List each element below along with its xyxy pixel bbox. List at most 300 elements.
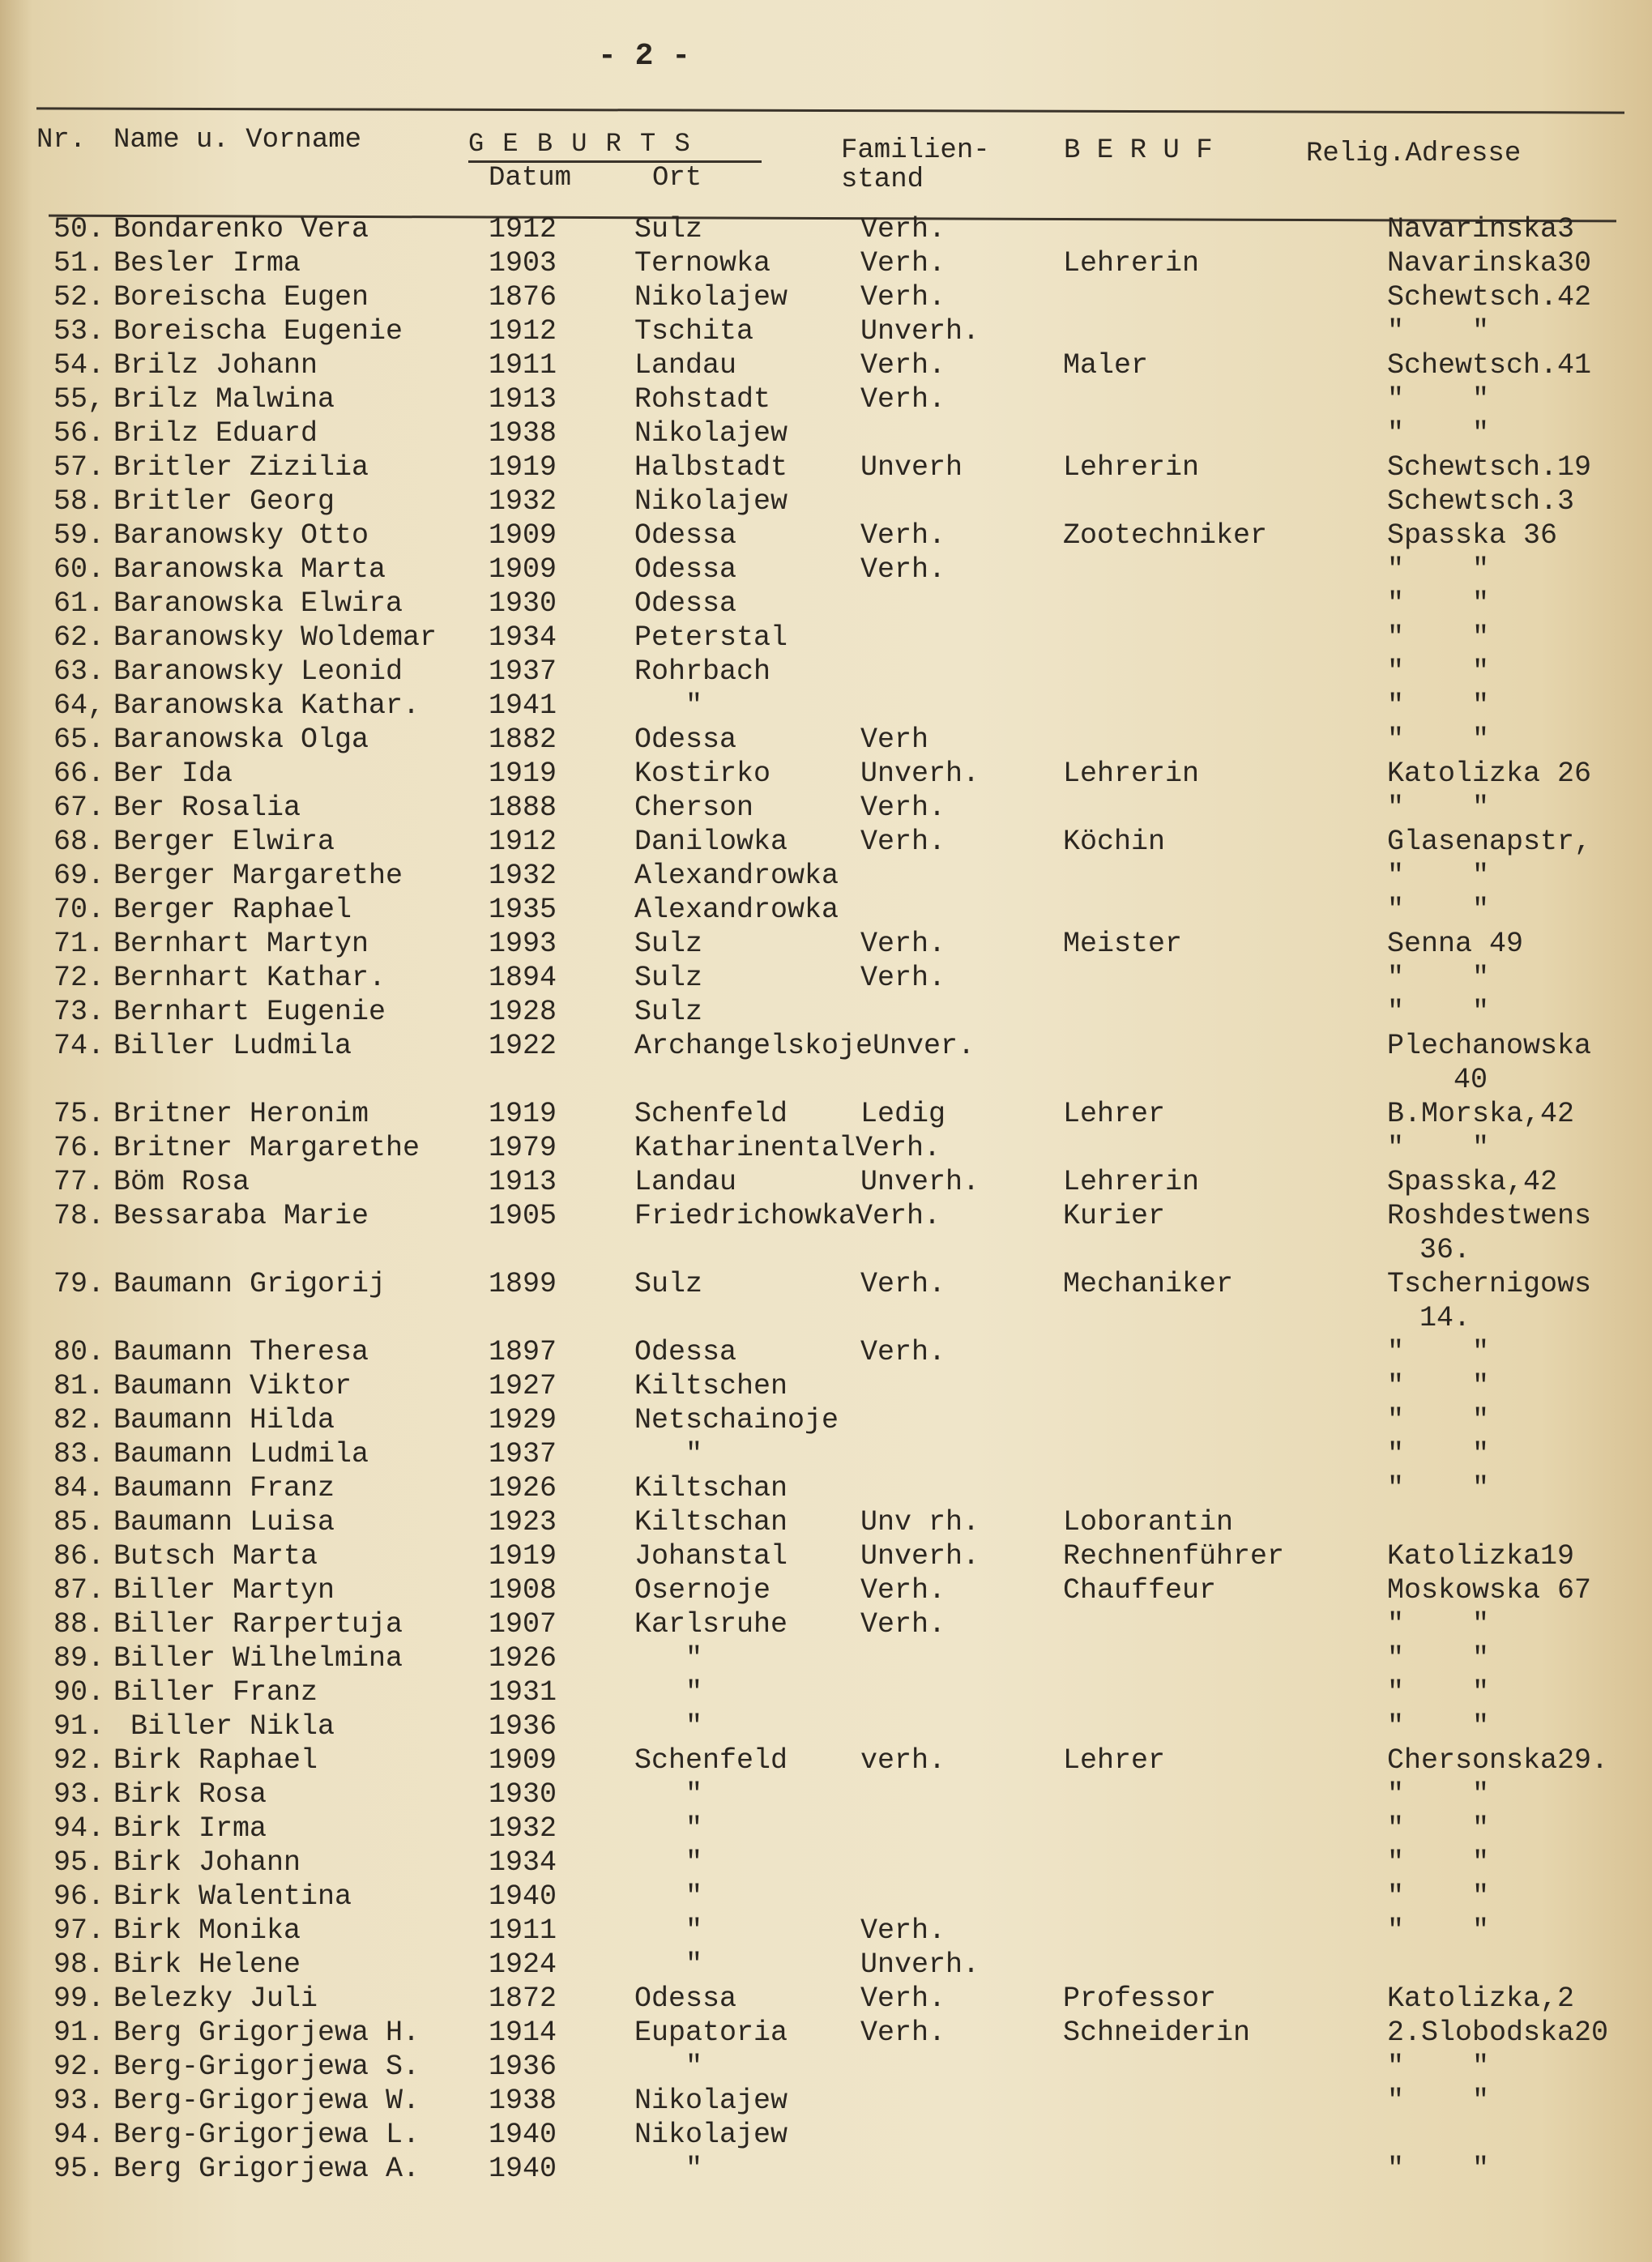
cell-nr: 72. [53,962,105,994]
cell-name: Baumann Hilda [113,1404,335,1436]
cell-stand: Verh. [860,1914,946,1947]
cell-ort: Alexandrowka [634,860,839,892]
cell-adresse: Katolizka19 [1387,1540,1575,1573]
cell-datum: 1935 [489,894,557,926]
cell-datum: 1912 [489,213,557,245]
table-row [0,655,1652,689]
cell-ort: Rohrbach [634,655,771,688]
cell-adresse: " " [1387,1404,1490,1436]
header-familienstand: Familien- stand [841,135,990,195]
cell-ort: Alexandrowka [634,894,839,926]
cell-ort: Tschita [634,315,754,348]
table-row [0,2084,1652,2118]
cell-adresse: Navarinska3 [1387,213,1575,245]
cell-nr: 69. [53,860,105,892]
cell-ort: ArchangelskojeUnver. [634,1030,975,1062]
table-row [0,893,1652,927]
table-row [0,791,1652,825]
cell-name: Biller Franz [113,1676,318,1709]
cell-nr: 91. [53,1710,105,1743]
cell-datum: 1913 [489,383,557,416]
table-row [0,1403,1652,1437]
cell-ort: Kostirko [634,758,771,790]
cell-datum: 1928 [489,996,557,1028]
cell-beruf: Lehrer [1063,1098,1166,1130]
cell-ort: " [634,1676,703,1709]
cell-nr: 78. [53,1200,105,1232]
cell-ort: Schenfeld [634,1098,788,1130]
cell-datum: 1932 [489,485,557,518]
cell-name: Böm Rosa [113,1166,250,1198]
cell-ort: Nikolajew [634,417,788,450]
cell-name: Britler Georg [113,485,335,518]
cell-name: Brilz Malwina [113,383,335,416]
cell-nr: 62. [53,621,105,654]
cell-nr: 65. [53,723,105,756]
cell-name: Baumann Ludmila [113,1438,369,1470]
cell-datum: 1937 [489,655,557,688]
cell-ort: " [634,1880,703,1913]
cell-beruf: Professor [1063,1982,1217,2015]
cell-name: Baranowsky Leonid [113,655,403,688]
cell-nr: 88. [53,1608,105,1641]
cell-ort: Odessa [634,1982,737,2015]
cell-nr: 93. [53,1778,105,1811]
cell-datum: 1940 [489,2119,557,2151]
cell-beruf: Rechnenführer [1063,1540,1285,1573]
cell-datum: 1941 [489,689,557,722]
table-row [0,1131,1652,1165]
cell-name: Baumann Theresa [113,1336,369,1368]
cell-name: Biller Wilhelmina [113,1642,403,1675]
cell-name: Birk Monika [113,1914,301,1947]
table-row [0,1573,1652,1607]
cell-name: Baumann Franz [113,1472,335,1504]
cell-adresse: Spasska 36 [1387,519,1558,552]
cell-ort: Odessa [634,587,737,620]
cell-adresse: Chersonska29. [1387,1744,1609,1777]
cell-nr: 76. [53,1132,105,1164]
cell-name: Berg-Grigorjewa W. [113,2085,420,2117]
cell-ort: Landau [634,349,737,382]
cell-name: Berger Elwira [113,826,335,858]
cell-adresse: Schewtsch.3 [1387,485,1575,518]
table-row [0,416,1652,450]
table-row [0,280,1652,314]
cell-datum: 1899 [489,1268,557,1300]
cell-ort: " [634,1846,703,1879]
table-row [0,348,1652,382]
cell-nr: 56. [53,417,105,450]
table-row [0,246,1652,280]
cell-datum: 1907 [489,1608,557,1641]
cell-stand: Verh. [860,349,946,382]
cell-name: Boreischa Eugen [113,281,369,314]
cell-nr: 83. [53,1438,105,1470]
cell-adresse: " " [1387,996,1490,1028]
cell-ort: Peterstal [634,621,788,654]
cell-datum: 1919 [489,758,557,790]
cell-name: Baranowsky Otto [113,519,369,552]
cell-name: Baumann Luisa [113,1506,335,1539]
cell-name: Birk Irma [113,1812,267,1845]
cell-name: Baumann Viktor [113,1370,352,1402]
table-row [0,450,1652,484]
cell-nr: 85. [53,1506,105,1539]
cell-datum: 1882 [489,723,557,756]
cell-name: Baranowska Kathar. [113,689,420,722]
cell-nr: 51. [53,247,105,280]
cell-adresse: " " [1387,1472,1490,1504]
cell-name: Brilz Johann [113,349,318,382]
cell-nr: 89. [53,1642,105,1675]
cell-ort: Sulz [634,928,703,960]
cell-datum: 1908 [489,1574,557,1607]
cell-ort: Sulz [634,1268,703,1300]
cell-nr: 82. [53,1404,105,1436]
table-row [0,2016,1652,2050]
cell-datum: 1927 [489,1370,557,1402]
cell-stand: Verh. [860,1268,946,1300]
cell-datum: 1932 [489,860,557,892]
cell-ort: " [634,2153,703,2185]
cell-ort: Osernoje [634,1574,771,1607]
cell-adresse: " " [1387,383,1490,416]
cell-nr: 79. [53,1268,105,1300]
table-row [0,995,1652,1029]
cell-adresse: " " [1387,1710,1490,1743]
cell-adresse: 2.Slobodska20 [1387,2017,1609,2049]
cell-name: Baranowsky Woldemar [113,621,438,654]
cell-datum: 1934 [489,1846,557,1879]
table-row [0,961,1652,995]
cell-nr: 95. [53,1846,105,1879]
cell-adresse: B.Morska,42 [1387,1098,1575,1130]
cell-adresse: Katolizka,2 [1387,1982,1575,2015]
table-row [0,2118,1652,2152]
cell-ort: " [634,1948,703,1981]
cell-datum: 1993 [489,928,557,960]
table-row [0,1914,1652,1948]
cell-datum: 1940 [489,1880,557,1913]
cell-adresse: " " [1387,792,1490,824]
cell-name: Brilz Eduard [113,417,318,450]
cell-nr: 59. [53,519,105,552]
cell-adresse: " " [1387,655,1490,688]
cell-nr: 99. [53,1982,105,2015]
table-row [0,2152,1652,2186]
cell-ort: Kiltschan [634,1506,788,1539]
cell-adresse: " " [1387,1846,1490,1879]
cell-name: Berger Raphael [113,894,352,926]
cell-ort: Nikolajew [634,2085,788,2117]
cell-datum: 1938 [489,417,557,450]
table-row [0,927,1652,961]
cell-stand: Verh. [860,247,946,280]
cell-name: Baranowska Elwira [113,587,403,620]
cell-datum: 1913 [489,1166,557,1198]
cell-nr: 97. [53,1914,105,1947]
cell-nr: 94. [53,1812,105,1845]
cell-stand: Verh. [860,1336,946,1368]
cell-datum: 1914 [489,2017,557,2049]
cell-nr: 80. [53,1336,105,1368]
table-row [0,723,1652,757]
cell-name: Butsch Marta [113,1540,318,1573]
cell-nr: 50. [53,213,105,245]
cell-nr: 98. [53,1948,105,1981]
cell-datum: 1912 [489,315,557,348]
cell-ort: Kiltschan [634,1472,788,1504]
cell-stand: Verh. [860,519,946,552]
cell-name: Birk Walentina [113,1880,352,1913]
cell-stand: Unv rh. [860,1506,980,1539]
cell-adresse: Katolizka 26 [1387,758,1592,790]
cell-adresse: " " [1387,1880,1490,1913]
cell-name: Berger Margarethe [113,860,403,892]
cell-name: Baranowska Marta [113,553,386,586]
cell-datum: 1872 [489,1982,557,2015]
table-row [0,859,1652,893]
cell-nr: 86. [53,1540,105,1573]
header-name: Name u. Vorname [113,125,362,156]
cell-name: Besler Irma [113,247,301,280]
table-row [0,1539,1652,1573]
cell-beruf: Maler [1063,349,1149,382]
table-row [0,689,1652,723]
cell-stand: Verh. [860,1608,946,1641]
cell-adresse: Spasska,42 [1387,1166,1558,1198]
cell-nr: 66. [53,758,105,790]
table-row [0,1097,1652,1131]
cell-nr: 61. [53,587,105,620]
cell-name: Bernhart Kathar. [113,962,386,994]
cell-nr: 81. [53,1370,105,1402]
cell-ort: " [634,1438,703,1470]
cell-datum: 1912 [489,826,557,858]
cell-stand: Verh. [860,826,946,858]
cell-stand: Verh. [860,553,946,586]
cell-ort: " [634,1710,703,1743]
cell-adresse: " " [1387,587,1490,620]
table-row [0,1778,1652,1812]
cell-name: Birk Helene [113,1948,301,1981]
cell-datum: 1894 [489,962,557,994]
cell-name: Boreischa Eugenie [113,315,403,348]
cell-stand: Verh. [860,281,946,314]
cell-datum: 1919 [489,1098,557,1130]
cell-adresse: " " [1387,1812,1490,1845]
table-row [0,1948,1652,1982]
cell-name: Birk Rosa [113,1778,267,1811]
cell-datum: 1909 [489,519,557,552]
cell-nr: 63. [53,655,105,688]
cell-nr: 84. [53,1472,105,1504]
cell-name: Ber Ida [113,758,233,790]
table-row [0,1267,1652,1335]
cell-nr: 92. [53,2051,105,2083]
table-row [0,1165,1652,1199]
cell-datum: 1926 [489,1642,557,1675]
page-number: - 2 - [597,39,691,74]
cell-adresse: Schewtsch.42 [1387,281,1592,314]
cell-adresse: Senna 49 [1387,928,1524,960]
cell-nr: 57. [53,451,105,484]
cell-nr: 90. [53,1676,105,1709]
cell-adresse: " " [1387,2085,1490,2117]
cell-datum: 1932 [489,1812,557,1845]
table-row [0,1641,1652,1675]
cell-datum: 1919 [489,1540,557,1573]
cell-stand: Ledig [860,1098,946,1130]
cell-adresse: " " [1387,723,1490,756]
cell-nr: 74. [53,1030,105,1062]
cell-datum: 1903 [489,247,557,280]
cell-name: Bondarenko Vera [113,213,369,245]
cell-adresse: Tschernigows [1387,1268,1592,1300]
cell-beruf: Loborantin [1063,1506,1234,1539]
cell-datum: 1979 [489,1132,557,1164]
cell-name: Britler Zizilia [113,451,369,484]
cell-nr: 94. [53,2119,105,2151]
cell-datum: 1897 [489,1336,557,1368]
cell-nr: 54. [53,349,105,382]
cell-nr: 67. [53,792,105,824]
table-row [0,1982,1652,2016]
cell-datum: 1909 [489,553,557,586]
cell-name: Berg Grigorjewa H. [113,2017,420,2049]
cell-ort: Nikolajew [634,281,788,314]
cell-ort: " [634,1812,703,1845]
cell-adresse: " " [1387,2153,1490,2185]
cell-datum: 1936 [489,2051,557,2083]
header-ort: Ort [652,163,702,194]
table-row [0,212,1652,246]
table-row [0,2050,1652,2084]
cell-datum: 1937 [489,1438,557,1470]
cell-name: Biller Nikla [113,1710,335,1743]
cell-adresse: " " [1387,1778,1490,1811]
cell-nr: 93. [53,2085,105,2117]
header-nr: Nr. [36,125,87,156]
table-row [0,1199,1652,1267]
cell-datum: 1911 [489,1914,557,1947]
table-row [0,825,1652,859]
cell-nr: 77. [53,1166,105,1198]
cell-ort: " [634,689,703,722]
cell-stand: Verh. [860,383,946,416]
cell-name: Biller Rarpertuja [113,1608,403,1641]
cell-datum: 1929 [489,1404,557,1436]
cell-datum: 1905 [489,1200,557,1232]
cell-beruf: Mechaniker [1063,1268,1234,1300]
cell-beruf: Köchin [1063,826,1166,858]
cell-datum: 1923 [489,1506,557,1539]
cell-stand: Verh. [860,792,946,824]
cell-ort: Sulz [634,213,703,245]
cell-adresse: " " [1387,553,1490,586]
cell-adresse: " " [1387,860,1490,892]
cell-datum: 1919 [489,451,557,484]
table-row [0,1709,1652,1743]
cell-name: Biller Ludmila [113,1030,352,1062]
cell-adresse: " " [1387,894,1490,926]
cell-adresse: Navarinska30 [1387,247,1592,280]
cell-ort: Nikolajew [634,2119,788,2151]
table-row [0,382,1652,416]
cell-beruf: Lehrerin [1063,758,1200,790]
cell-beruf: Meister [1063,928,1183,960]
cell-ort: " [634,2051,703,2083]
cell-nr: 96. [53,1880,105,1913]
cell-datum: 1876 [489,281,557,314]
cell-stand: Verh. [860,962,946,994]
cell-datum: 1931 [489,1676,557,1709]
cell-ort: Danilowka [634,826,788,858]
cell-adresse: " " [1387,1438,1490,1470]
cell-beruf: Lehrerin [1063,247,1200,280]
cell-beruf: Schneiderin [1063,2017,1251,2049]
table-row [0,1029,1652,1097]
cell-nr: 64, [53,689,105,722]
cell-datum: 1930 [489,587,557,620]
cell-ort: Ternowka [634,247,771,280]
cell-name: Britner Margarethe [113,1132,420,1164]
cell-name: Bernhart Eugenie [113,996,386,1028]
cell-adresse: Glasenapstr, [1387,826,1592,858]
cell-nr: 87. [53,1574,105,1607]
cell-stand: Verh [860,723,929,756]
cell-beruf: Lehrer [1063,1744,1166,1777]
table-row [0,519,1652,553]
cell-datum: 1938 [489,2085,557,2117]
cell-datum: 1924 [489,1948,557,1981]
table-row [0,1675,1652,1709]
cell-adresse: " " [1387,315,1490,348]
table-row [0,1505,1652,1539]
table-row [0,1471,1652,1505]
table-row [0,484,1652,519]
cell-ort: Odessa [634,553,737,586]
cell-datum: 1911 [489,349,557,382]
cell-beruf: Lehrerin [1063,1166,1200,1198]
cell-nr: 75. [53,1098,105,1130]
cell-ort: Halbstadt [634,451,788,484]
cell-stand: Verh. [860,2017,946,2049]
cell-name: Biller Martyn [113,1574,335,1607]
cell-ort: Sulz [634,962,703,994]
cell-adresse: " " [1387,1642,1490,1675]
cell-stand: Unverh. [860,1166,980,1198]
cell-ort: " [634,1642,703,1675]
cell-adresse: Schewtsch.41 [1387,349,1592,382]
table-row [0,1437,1652,1471]
cell-ort: Johanstal [634,1540,788,1573]
cell-ort: Nikolajew [634,485,788,518]
cell-stand: Verh. [860,213,946,245]
cell-adresse: " " [1387,2051,1490,2083]
cell-nr: 52. [53,281,105,314]
cell-nr: 92. [53,1744,105,1777]
table-row [0,553,1652,587]
cell-nr: 91. [53,2017,105,2049]
cell-name: Baumann Grigorij [113,1268,386,1300]
cell-beruf: Chauffeur [1063,1574,1217,1607]
cell-ort: Odessa [634,1336,737,1368]
cell-name: Birk Raphael [113,1744,318,1777]
table-row [0,314,1652,348]
cell-adresse2: 40 [1385,1064,1488,1096]
